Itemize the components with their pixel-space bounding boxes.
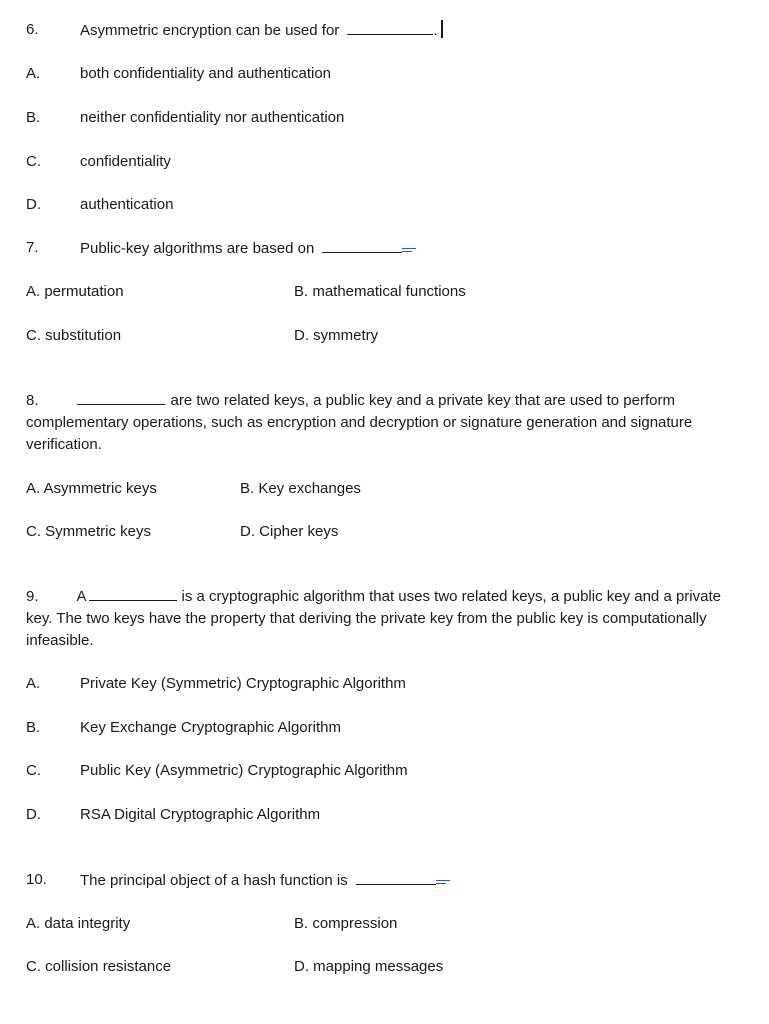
q9-option-b-letter: B. [26,719,41,736]
q7-question [80,238,418,259]
revision-mark-icon [436,871,452,885]
q8-option-a: A. Asymmetric keys [26,480,157,497]
q9-answer-blank[interactable] [89,586,177,601]
q6-option-c-text: confidentiality [80,153,171,170]
q9-option-c-letter: C. [26,762,41,779]
q6-option-c-letter: C. [26,153,41,170]
q9-option-c-text: Public Key (Asymmetric) Cryptographic Algorithm [80,762,408,779]
q7-option-b: B. mathematical functions [294,283,466,300]
q7-number: 7. [26,239,39,256]
q9-question-lead: A [76,588,87,605]
q7-answer-blank[interactable] [322,238,402,253]
q10-answer-blank[interactable] [356,870,436,885]
q10-number: 10. [26,871,47,888]
q8-answer-blank[interactable] [77,390,165,405]
q6-question [80,20,443,41]
q6-option-d-letter: D. [26,196,41,213]
q9-option-b-text: Key Exchange Cryptographic Algorithm [80,719,341,736]
q9-option-a-text: Private Key (Symmetric) Cryptographic Algorithm [80,675,406,692]
q6-end-punct: . [433,22,438,39]
q7-option-d: D. symmetry [294,327,379,344]
q10-question-text: The principal object of a hash function is [80,872,348,889]
q6-answer-blank[interactable] [347,20,433,35]
q7-question-text: Public-key algorithms are based on [80,240,315,257]
q6-number: 6. [26,21,39,38]
q6-option-d-text: authentication [80,196,174,213]
q8-option-c: C. Symmetric keys [26,523,152,540]
q9-question [26,586,726,652]
revision-mark-icon [402,239,418,253]
q10-option-a: A. data integrity [26,915,131,932]
text-cursor [441,20,443,38]
q8-number: 8. [26,392,39,409]
q6-option-a-text: both confidentiality and authentication [80,65,332,82]
q6-option-b-text: neither confidentiality nor authentication [80,109,345,126]
q10-option-b: B. compression [294,915,398,932]
q9-question-text: is a cryptographic algorithm that uses two related keys, a public key and a private key. The two keys have the property that deriving the private key from the public key is computationally infeasible. [26,588,721,649]
q8-option-d: D. Cipher keys [240,523,339,540]
q9-number: 9. [26,588,39,605]
q10-question [80,870,452,891]
q10-option-d: D. mapping messages [294,958,444,975]
q9-option-a-letter: A. [26,675,41,692]
q9-option-d-letter: D. [26,806,41,823]
q9-option-d-text: RSA Digital Cryptographic Algorithm [80,806,321,823]
q8-question-text: are two related keys, a public key and a private key that are used to perform complementary operations, such as encryption and decryption or signature generation and signature verification. [26,392,693,453]
q8-option-b: B. Key exchanges [240,480,361,497]
q6-question-text: Asymmetric encryption can be used for [80,22,340,39]
q7-option-c: C. substitution [26,327,122,344]
q7-option-a: A. permutation [26,283,124,300]
q10-option-c: C. collision resistance [26,958,172,975]
q8-question [26,390,726,456]
q6-option-b-letter: B. [26,109,41,126]
q6-option-a-letter: A. [26,65,41,82]
